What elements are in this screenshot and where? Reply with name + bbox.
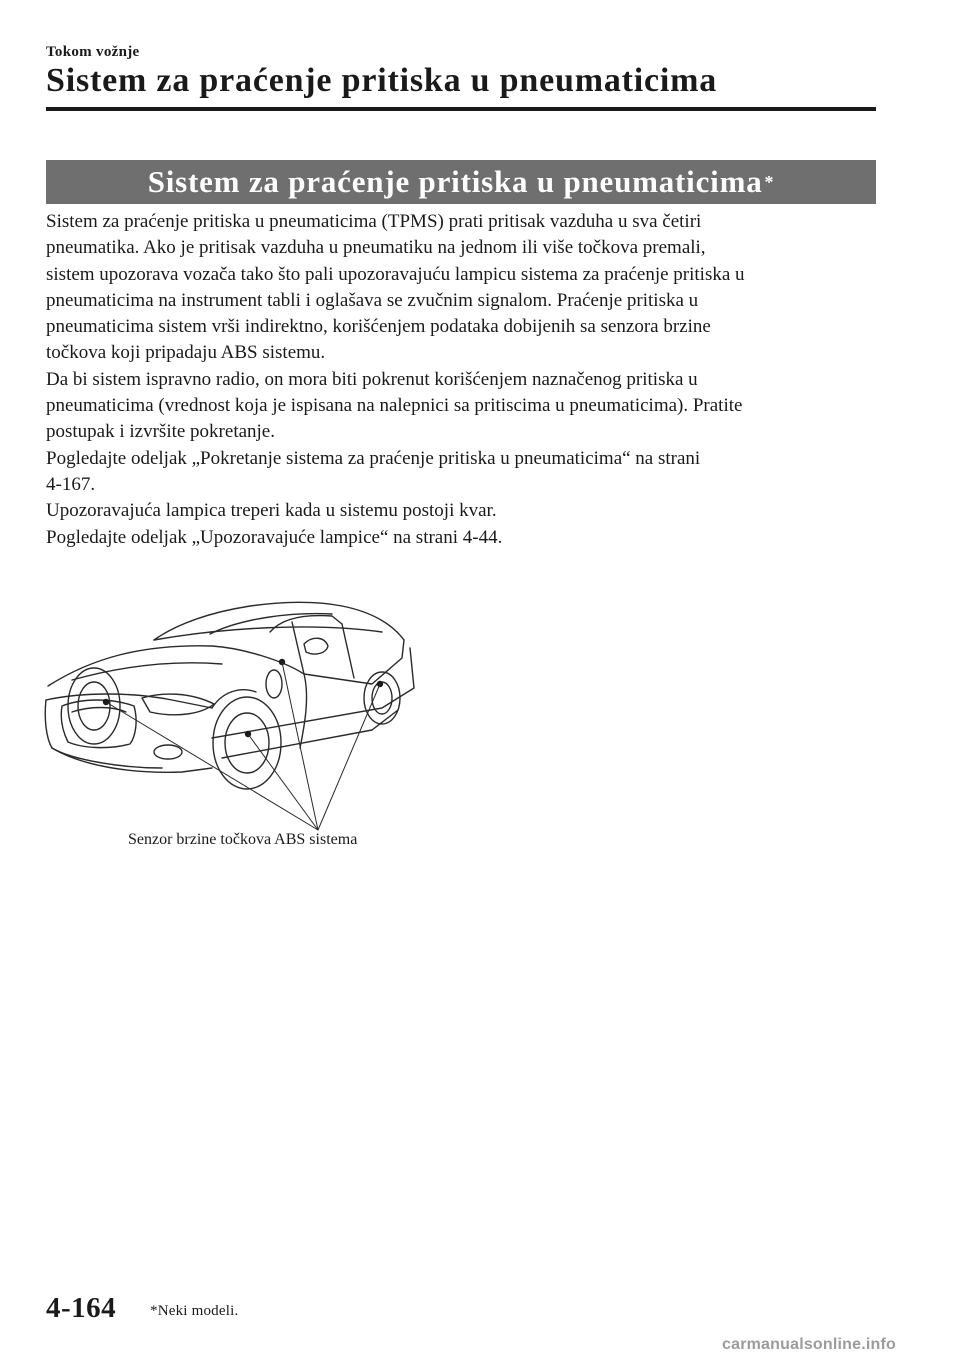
page-number: 4-164: [46, 1292, 117, 1324]
body-line: 4-167.: [46, 473, 96, 495]
watermark: carmanualsonline.info: [722, 1336, 897, 1353]
wheel-rear-right: [364, 672, 400, 724]
section-label: Tokom vožnje: [46, 44, 140, 60]
body-line: postupak i izvršite pokretanje.: [46, 421, 275, 443]
body-line: pneumaticima sistem vrši indirektno, korišćenjem podataka dobijenih sa senzora brzine: [46, 316, 711, 338]
car-illustration: [42, 588, 422, 836]
header-divider: [46, 107, 876, 111]
body-line: Pogledajte odeljak „Upozoravajuće lampice“ na strani 4-44.: [46, 526, 503, 548]
car-body: [45, 602, 414, 772]
body-line: Pogledajte odeljak „Pokretanje sistema za praćenje pritiska u pneumaticima“ na strani: [46, 447, 701, 469]
body-line: pneumaticima (vrednost koja je ispisana na nalepnici sa pritiscima u pneumaticima). Pratite: [46, 395, 743, 417]
figure-caption: Senzor brzine točkova ABS sistema: [128, 831, 358, 848]
callout-lines: [106, 662, 380, 830]
banner-title: Sistem za praćenje pritiska u pneumaticima: [147, 164, 763, 199]
body-line: Da bi sistem ispravno radio, on mora biti pokrenut korišćenjem naznačenog pritiska u: [46, 368, 698, 390]
footnote-marker: *: [764, 171, 775, 192]
footnote: *Neki modeli.: [150, 1303, 239, 1319]
body-line: točkova koji pripadaju ABS sistemu.: [46, 342, 326, 364]
wheel-front-right: [212, 690, 281, 789]
body-line: Sistem za praćenje pritiska u pneumaticima (TPMS) prati pritisak vazduha u sva četiri: [46, 211, 702, 232]
body-line: Upozoravajuća lampica treperi kada u sistemu postoji kvar.: [46, 500, 497, 522]
body-line: pneumatika. Ako je pritisak vazduha u pneumatiku na jednom ili više točkova premali,: [46, 237, 706, 259]
body-line: pneumaticima na instrument tabli i oglašava se zvučnim signalom. Praćenje pritiska u: [46, 289, 699, 311]
page-title: Sistem za praćenje pritiska u pneumaticima: [46, 62, 718, 99]
body-text: [46, 209, 886, 551]
wheel-rear-left: [266, 670, 282, 698]
section-banner: [46, 160, 876, 204]
body-line: sistem upozorava vozača tako što pali upozoravajuću lampicu sistema za praćenje pritiska u: [46, 263, 745, 285]
